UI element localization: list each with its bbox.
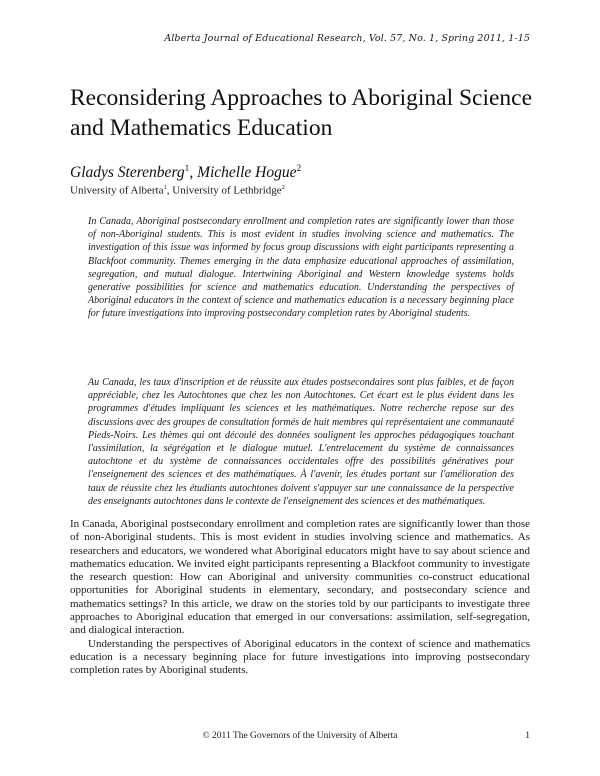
author-affiliation-mark: 2 bbox=[296, 164, 302, 174]
page-number: 1 bbox=[525, 731, 530, 741]
copyright-footer: © 2011 The Governors of the University of Alberta bbox=[202, 731, 398, 741]
affiliation-name: University of Alberta bbox=[70, 184, 164, 197]
body-paragraph: In Canada, Aboriginal postsecondary enrollment and completion rates are significantly lower than those of non-Aboriginal students. This is most evident in studies involving science and mathematics. As researchers and educators, we wondered what Aboriginal educators might have to say about science and mathematics education. We invited eight participants representing a Blackfoot community to investigate the research question: How can Aboriginal and university communities co-construct educational opportunities for Aboriginal students in elementary, secondary, and postsecondary science and mathematics settings? In this article, we draw on the stories told by our participants to investigate three approaches to Aboriginal education that emerged in our conversations: assimilation, self-segregation, and dialogical interaction. bbox=[70, 518, 530, 637]
abstract-french: Au Canada, les taux d'inscription et de réussite aux études postsecondaires sont plus faibles, et de façon appréciable, chez les Autochtones que chez les non Autochtones. Cet écart est le plus évident dans les programmes d'études impliquant les sciences et les mathématiques. Notre recherche repose sur des discussions avec des groupes de consultation formés de huit membres qui représentaient une communauté Pieds-Noirs. Les thèmes qui ont découlé des données soulignent les approches pédagogiques touchant l'assimilation, la ségrégation et le dialogue mutuel. L'entrelacement du système de connaissances autochtone et du système de connaissances occidentales offre des possibilités génératives pour l'enseignement des sciences et des mathématiques. À l'avenir, les études portant sur l'amélioration des taux de réussite chez les étudiants autochtones doivent s'appuyer sur une connaissance de la perspective des enseignants autochtones dans le contexte de l'enseignement des sciences et des mathématiques. bbox=[88, 377, 514, 507]
affiliation-mark: 2 bbox=[281, 184, 285, 191]
author-name: Gladys Sterenberg bbox=[70, 164, 185, 182]
author-line: Gladys Sterenberg$^1$, Michelle Hogue$^2$ bbox=[70, 164, 302, 182]
abstract-english: In Canada, Aboriginal postsecondary enrollment and completion rates are significantly lower than those of non-Aboriginal students. This is most evident in studies involving science and mathematics. The investigation of this issue was informed by focus group discussions with eight participants representing a Blackfoot community. Themes emerging in the data emphasize educational approaches of assimilation, segregation, and mutual dialogue. Intertwining Aboriginal and Western knowledge systems holds generative possibilities for science and mathematics education. Understanding the perspectives of Aboriginal educators in the context of science and mathematics education is a necessary beginning place for future investigations into improving postsecondary completion rates by Aboriginal students. bbox=[88, 216, 514, 320]
article-title: Reconsidering Approaches to Aboriginal Science and Mathematics Education bbox=[70, 85, 533, 141]
running-head: Alberta Journal of Educational Research, Vol. 57, No. 1, Spring 2011, 1-15 bbox=[164, 33, 530, 44]
affiliation-mark: 1 bbox=[163, 184, 167, 191]
author-name: Michelle Hogue bbox=[197, 164, 297, 182]
author-affiliation-mark: 1 bbox=[184, 164, 190, 174]
body-paragraph: Understanding the perspectives of Aboriginal educators in the context of science and mathematics education is a necessary beginning place for future investigations into improving postsecondary completion rates by Aboriginal students. bbox=[70, 637, 530, 677]
affiliation-line: University of Alberta$^1$, University of Lethbridge$^2$ bbox=[70, 184, 285, 197]
body-text bbox=[70, 518, 530, 678]
affiliation-name: University of Lethbridge bbox=[172, 184, 282, 197]
